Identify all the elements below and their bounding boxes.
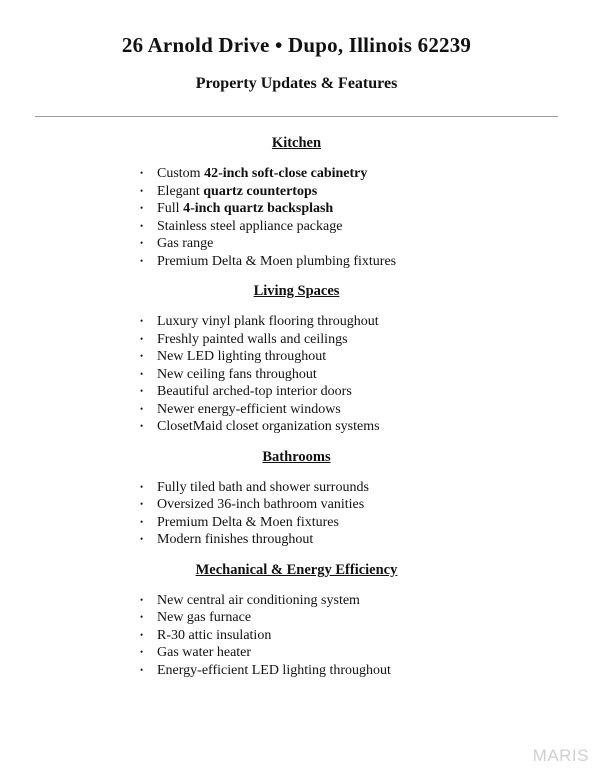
feature-item: • Freshly painted walls and ceilings <box>140 331 348 347</box>
bullet-icon: • <box>140 333 144 344</box>
bullet-icon: • <box>140 238 144 248</box>
section-mechanical-energy <box>0 561 593 680</box>
bullet-icon: • <box>140 647 144 657</box>
bullet-icon: • <box>140 534 144 544</box>
feature-item: • New ceiling fans throughout <box>140 366 317 382</box>
bullet-icon: • <box>140 403 144 414</box>
bullet-icon: • <box>140 185 144 196</box>
feature-item: • Oversized 36-inch bathroom vanities <box>140 497 365 512</box>
feature-list-mechanical-energy <box>0 592 593 680</box>
feature-item: • Gas water heater <box>140 645 252 660</box>
features-content <box>0 134 593 683</box>
section-kitchen <box>0 134 593 270</box>
bullet-icon: • <box>140 351 144 361</box>
bullet-icon: • <box>140 203 144 213</box>
section-bathrooms <box>0 448 593 549</box>
bullet-icon: • <box>140 664 144 675</box>
feature-item: • Premium Delta & Moen plumbing fixtures <box>140 253 397 269</box>
bullet-icon: • <box>140 316 144 326</box>
feature-item: • Elegant quartz countertops <box>140 183 318 199</box>
feature-item: • R-30 attic insulation <box>140 627 272 643</box>
bullet-icon: • <box>140 368 144 379</box>
feature-item: • Premium Delta & Moen fixtures <box>140 514 339 530</box>
feature-list-kitchen <box>0 165 593 270</box>
feature-item: • New LED lighting throughout <box>140 349 327 364</box>
bullet-icon: • <box>140 594 144 605</box>
feature-list-bathrooms <box>0 479 593 549</box>
document-title: 26 Arnold Drive • Dupo, Illinois 62239 <box>121 33 472 57</box>
section-heading-living-spaces: Living Spaces <box>253 283 340 299</box>
feature-item: • Beautiful arched-top interior doors <box>140 384 352 399</box>
section-living-spaces <box>0 282 593 436</box>
feature-list-living-spaces <box>0 313 593 436</box>
bullet-icon: • <box>140 168 144 178</box>
feature-item: • New gas furnace <box>140 610 252 625</box>
feature-item: • Modern finishes throughout <box>140 532 314 547</box>
feature-item: • Stainless steel appliance package <box>140 218 343 234</box>
section-heading-bathrooms: Bathrooms <box>262 448 331 465</box>
section-heading-mechanical-energy: Mechanical & Energy Efficiency <box>195 561 398 578</box>
document-subtitle: Property Updates & Features <box>195 75 398 92</box>
bullet-icon: • <box>140 255 144 266</box>
header-divider <box>35 116 558 117</box>
bullet-icon: • <box>140 612 144 622</box>
bullet-icon: • <box>140 421 144 431</box>
feature-item: • ClosetMaid closet organization systems <box>140 419 380 434</box>
feature-item: • Custom 42-inch soft-close cabinetry <box>140 166 368 181</box>
bullet-icon: • <box>140 386 144 396</box>
maris-watermark: MARIS <box>532 746 589 765</box>
bullet-icon: • <box>140 220 144 231</box>
feature-item: • Gas range <box>140 236 214 251</box>
bullet-icon: • <box>140 481 144 492</box>
feature-item: • New central air conditioning system <box>140 592 360 608</box>
bullet-icon: • <box>140 629 144 640</box>
feature-item: • Luxury vinyl plank flooring throughout <box>140 314 379 329</box>
bullet-icon: • <box>140 499 144 509</box>
feature-item: • Full 4-inch quartz backsplash <box>140 201 334 216</box>
feature-item: • Newer energy-efficient windows <box>140 401 341 417</box>
bullet-icon: • <box>140 516 144 527</box>
feature-item: • Fully tiled bath and shower surrounds <box>140 479 369 495</box>
feature-item: • Energy-efficient LED lighting throughout <box>140 662 391 678</box>
section-heading-kitchen: Kitchen <box>271 135 322 151</box>
